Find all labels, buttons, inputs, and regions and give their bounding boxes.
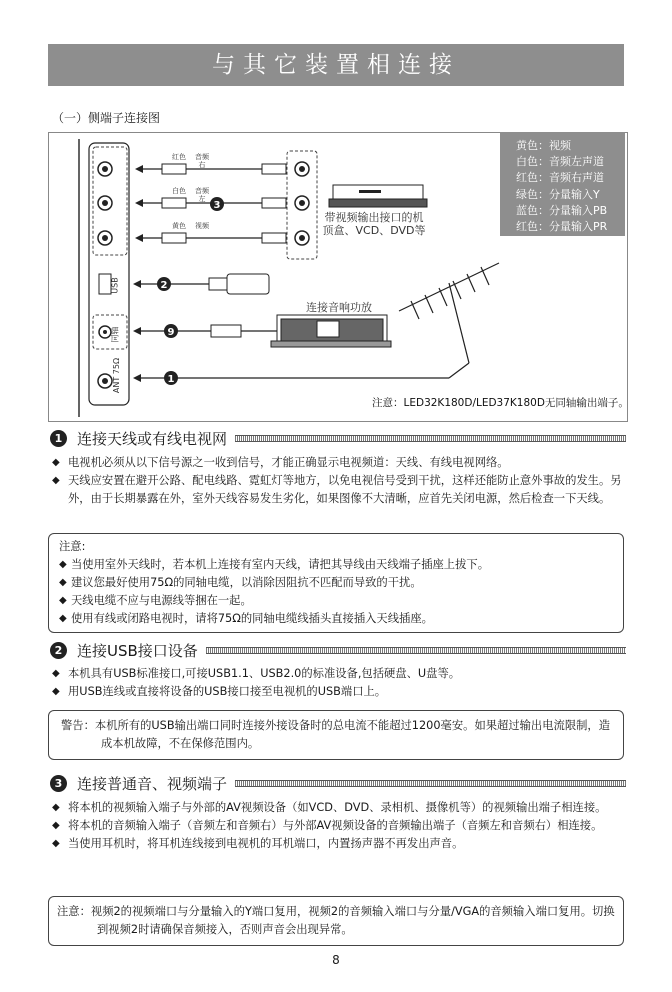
section-1-header: 1 连接天线或有线电视网 — [50, 428, 626, 449]
cable-label-audio-r: 音频右 — [195, 153, 209, 169]
cable-label-video: 视频 — [195, 222, 209, 230]
section-2-list: ◆ 本机具有USB标准接口,可接USB1.1、USB2.0的标准设备,包括硬盘、U盘等。 ◆ 用USB连线或直接将设备的USB接口接至电视机的USB端口上。 — [52, 665, 626, 701]
coax-port-label: 同轴 — [110, 326, 120, 343]
usb-port-label: USB — [110, 277, 120, 294]
section-3-header: 3 连接普通音、视频端子 — [50, 773, 626, 794]
callout-9: 9 — [167, 327, 175, 338]
cable-label-red: 红色 — [172, 153, 186, 161]
page-title: 与其它装置相连接 — [48, 44, 624, 86]
section-2-header: 2 连接USB接口设备 — [50, 640, 626, 661]
callout-1: 1 — [167, 374, 175, 385]
cable-label-white: 白色 — [172, 187, 186, 195]
cable-label-audio-l: 音频左 — [195, 187, 209, 203]
section-3-list: ◆ 将本机的视频输入端子与外部的AV视频设备（如VCD、DVD、录相机、摄像机等）的视频输出端子相连接。 ◆ 将本机的音频输入端子（音频左和音频右）与外部AV视频设备的音频输出端子（音频左和音频右）相连接。 ◆ 当使用耳机时，将耳机连线接到电视机的耳机端口，内置扬声器不再发出声音。 — [52, 799, 626, 853]
page-number: 8 — [332, 953, 340, 967]
dvd-label: 带视频输出接口的机 顶盒、VCD、DVD等 — [322, 211, 426, 237]
callout-2: 2 — [160, 280, 168, 291]
amp-label: 连接音响功放 — [306, 301, 372, 314]
diagram-subtitle: （一）侧端子连接图 — [52, 111, 161, 125]
callout-3: 3 — [213, 200, 221, 211]
section-3-note-box: 注意：视频2的视频端口与分量输入的Y端口复用，视频2的音频输入端口与分量/VGA的音频输入端口复用。切换到视频2时请确保音频接入，否则声音会出现异常。 — [48, 896, 624, 946]
section-2-warning-box: 警告：本机所有的USB输出端口同时连接外接设备时的总电流不能超过1200毫安。如果超过输出电流限制，造成本机故障，不在保修范围内。 — [48, 710, 624, 760]
color-legend: 黄色：视频 白色：音频左声道 红色：音频右声道 绿色：分量输入Y 蓝色：分量输入PB 红色：分量输入PR — [500, 132, 625, 236]
section-1-note-box: 注意: ◆ 当使用室外天线时，若本机上连接有室内天线，请把其导线由天线端子插座上拔下。 ◆ 建议您最好使用75Ω的同轴电缆，以消除因阻抗不匹配而导致的干扰。 ◆ 天线电缆不应与电源线等捆在一起。 ◆ 使用有线或闭路电视时，请将75Ω的同轴电缆线插头直接插入天线插座。 — [48, 533, 624, 633]
ant-port-label: ANT 75Ω — [112, 357, 122, 394]
diagram-note: 注意：LED32K180D/LED37K180D无同轴输出端子。 — [372, 397, 629, 409]
section-1-list: ◆ 电视机必须从以下信号源之一收到信号，才能正确显示电视频道：天线、有线电视网络。 ◆ 天线应安置在避开公路、配电线路、霓虹灯等地方，以免电视信号受到干扰，这样还能防止意外事故的发生。另外，由于长期暴露在外，室外天线容易发生劣化，如果图像不大清晰，应首先关闭电源，然后检查一下天线。 — [52, 454, 626, 508]
cable-label-yellow: 黄色 — [172, 222, 186, 230]
